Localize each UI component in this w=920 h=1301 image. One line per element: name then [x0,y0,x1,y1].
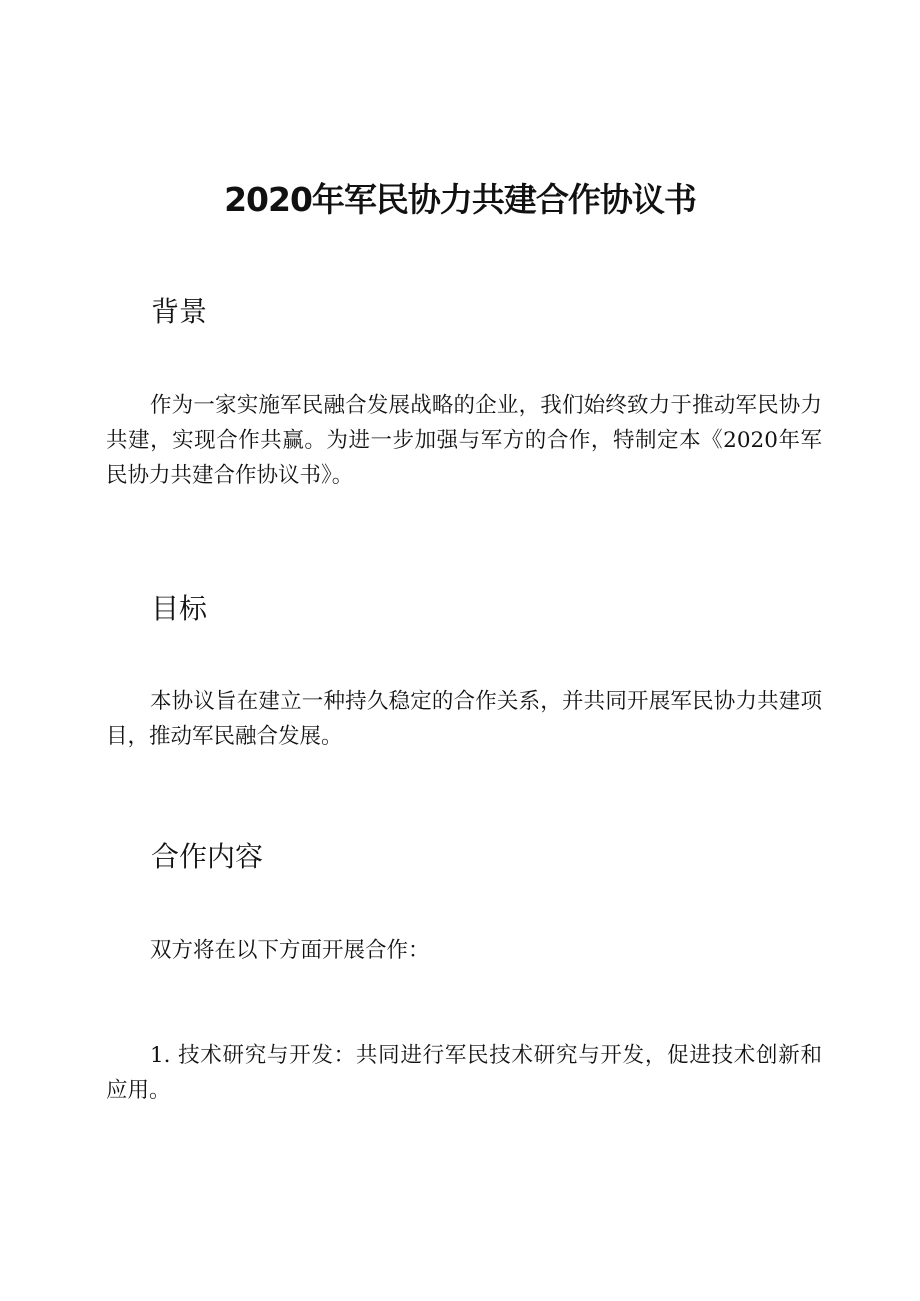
background-paragraph: 作为一家实施军民融合发展战略的企业，我们始终致力于推动军民协力共建，实现合作共赢。为进一步加强与军方的合作，特制定本《2020年军民协力共建合作协议书》。 [106,393,822,488]
section-heading-background: 背景 [151,295,208,328]
document-title: 2020年军民协力共建合作协议书 [224,180,696,219]
cooperation-item-tech-research: 1. 技术研究与开发：共同进行军民技术研究与开发，促进技术创新和应用。 [106,1043,822,1103]
cooperation-intro-paragraph: 双方将在以下方面开展合作： [150,938,430,963]
goal-paragraph: 本协议旨在建立一种持久稳定的合作关系，并共同开展军民协力共建项目，推动军民融合发展。 [106,689,822,749]
section-heading-goal: 目标 [151,592,208,625]
section-heading-cooperation-content: 合作内容 [151,840,264,873]
